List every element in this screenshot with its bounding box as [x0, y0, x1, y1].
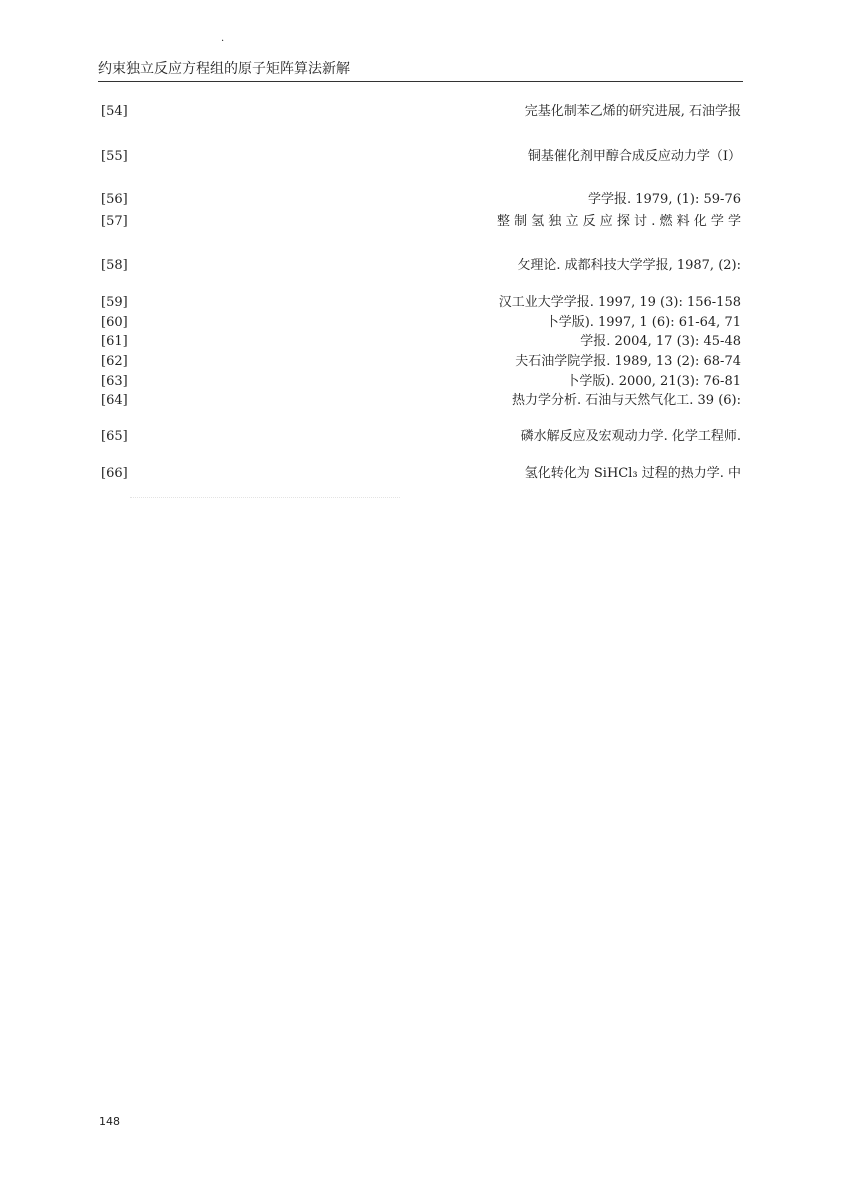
reference-number: [65] [101, 429, 128, 444]
reference-text: 氢化转化为 SiHCl₃ 过程的热力学. 中 [524, 466, 741, 481]
reference-text: 夫石油学院学报. 1989, 13 (2): 68-74 [515, 354, 741, 369]
reference-item [0, 294, 841, 311]
reference-list [0, 0, 841, 520]
reference-item [0, 103, 841, 120]
reference-number: [59] [101, 295, 128, 310]
reference-item [0, 373, 841, 390]
reference-item [0, 428, 841, 445]
reference-text: 学报. 2004, 17 (3): 45-48 [580, 334, 741, 349]
reference-item [0, 191, 841, 208]
reference-text: 铜基催化剂甲醇合成反应动力学（I） [527, 149, 741, 164]
reference-number: [63] [101, 374, 128, 389]
reference-text: 汉工业大学学报. 1997, 19 (3): 156-158 [498, 295, 741, 310]
reference-item [0, 148, 841, 165]
header-mark: . [221, 33, 225, 44]
reference-item [0, 213, 841, 230]
reference-number: [61] [101, 334, 128, 349]
reference-number: [58] [101, 258, 128, 273]
reference-text: 卜学版). 2000, 21(3): 76-81 [566, 374, 741, 389]
reference-item [0, 257, 841, 274]
reference-text: 完基化制苯乙烯的研究进展, 石油学报 [524, 104, 741, 119]
reference-item [0, 465, 841, 482]
reference-number: [55] [101, 149, 128, 164]
reference-number: [62] [101, 354, 128, 369]
reference-text: 磷水解反应及宏观动力学. 化学工程师. [520, 429, 741, 444]
reference-text: 攵理论. 成都科技大学学报, 1987, (2): [517, 258, 741, 273]
reference-text: 学学报. 1979, (1): 59-76 [587, 192, 741, 207]
reference-number: [57] [101, 214, 128, 229]
reference-item [0, 353, 841, 370]
reference-item [0, 314, 841, 331]
reference-text: 卜学版). 1997, 1 (6): 61-64, 71 [545, 315, 741, 330]
reference-number: [54] [101, 104, 128, 119]
reference-text: 热力学分析. 石油与天然气化工. 39 (6): [512, 393, 741, 408]
reference-item [0, 392, 841, 409]
reference-item [0, 333, 841, 350]
reference-text: 整 制 氢 独 立 反 应 探 讨 . 燃 料 化 学 学 [497, 214, 741, 229]
faint-divider [130, 497, 400, 498]
running-header-title: 约束独立反应方程组的原子矩阵算法新解 [98, 61, 350, 77]
reference-number: [60] [101, 315, 128, 330]
reference-number: [66] [101, 466, 128, 481]
page-number: 148 [99, 1115, 120, 1128]
reference-number: [56] [101, 192, 128, 207]
reference-number: [64] [101, 393, 128, 408]
